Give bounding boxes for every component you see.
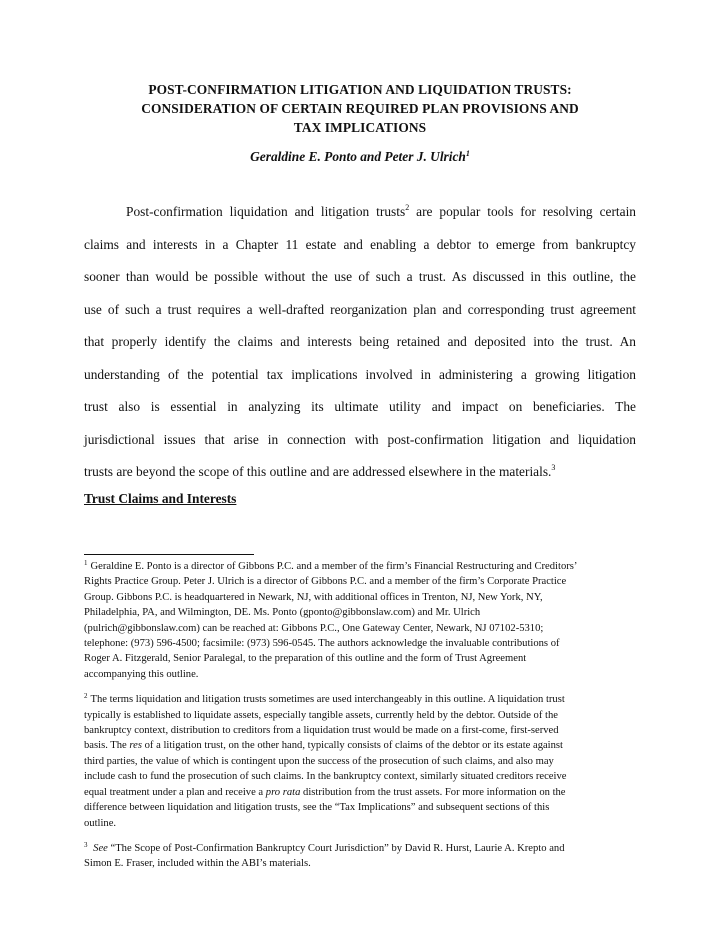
footnote-line — [84, 841, 636, 856]
footnote-line: difference between liquidation and litigation trusts, see the “Tax Implications” and subsequent sections of this — [84, 802, 550, 814]
paragraph-text: Post-confirmation liquidation and litigation trusts — [126, 204, 406, 219]
footnote-text: The terms liquidation and litigation trusts sometimes are used interchangeably in this outline. A liquidation trust — [90, 694, 565, 706]
document-title — [84, 80, 636, 137]
paragraph-line-5: that properly identify the claims and interests being retained and deposited into the trust. An — [84, 334, 636, 349]
paragraph-text: trusts are beyond the scope of this outline and are addressed elsewhere in the materials. — [84, 464, 552, 479]
title-line-3: TAX IMPLICATIONS — [293, 120, 427, 135]
footnote-line: telephone: (973) 596-4500; facsimile: (973) 596-0545. The authors acknowledge the invaluable contributions of — [84, 638, 560, 650]
footnote-text: basis. The — [84, 740, 130, 752]
footnote-1 — [84, 559, 636, 682]
footnote-mark: 2 — [84, 692, 88, 701]
footnote-3 — [84, 841, 636, 872]
footnote-text: equal treatment under a plan and receive a — [84, 786, 266, 798]
footnote-divider — [84, 554, 254, 555]
footnote-text: “The Scope of Post-Confirmation Bankruptcy Court Jurisdiction” by David R. Hurst, Laurie A. Krepto and — [107, 842, 565, 854]
footnote-italic: res — [129, 740, 142, 752]
footnote-line — [84, 738, 636, 753]
footnote-line: Roger A. Fitzgerald, Senior Paralegal, to the preparation of this outline and the form of Trust Agreement — [84, 653, 527, 665]
footnote-italic: See — [93, 842, 108, 854]
footnote-line: Philadelphia, PA, and Wilmington, DE. Ms. Ponto (gponto@gibbonslaw.com) and Mr. Ulrich — [84, 607, 481, 619]
title-line-2: CONSIDERATION OF CERTAIN REQUIRED PLAN PROVISIONS AND — [141, 101, 579, 116]
paragraph-line-3: sooner than would be possible without the use of such a trust. As discussed in this outline, the — [84, 269, 636, 284]
author-footnote-mark[interactable]: 1 — [465, 149, 470, 158]
section-heading: Trust Claims and Interests — [84, 491, 237, 506]
footnote-line: Rights Practice Group. Peter J. Ulrich is a director of Gibbons P.C. and a member of the firm’s Corporate Practice — [84, 576, 567, 588]
author-line — [84, 148, 636, 166]
footnote-line: Simon E. Fraser, included within the ABI’s materials. — [84, 858, 311, 870]
footnote-text: Geraldine E. Ponto is a director of Gibbons P.C. and a member of the firm’s Financial Restructuring and Creditors’ — [90, 561, 578, 572]
paragraph-line-2: claims and interests in a Chapter 11 estate and enabling a debtor to emerge from bankruptcy — [84, 236, 636, 252]
footnote-line: bankruptcy context, distribution to creditors from a liquidation trust would be made on a first-come, first-served — [84, 725, 559, 737]
footnote-line — [84, 785, 636, 800]
footnote-line: include cash to fund the prosecution of such claims. In the bankruptcy context, similarly situated creditors receive — [84, 771, 567, 783]
author-names: Geraldine E. Ponto and Peter J. Ulrich — [250, 149, 466, 164]
paragraph-line-8: jurisdictional issues that arise in connection with post-confirmation litigation and liquidation — [84, 431, 636, 447]
footnote-text: distribution from the trust assets. For more information on the — [300, 786, 566, 798]
footnotes — [84, 559, 636, 882]
footnote-mark: 1 — [84, 559, 88, 567]
title-line-1: POST-CONFIRMATION LITIGATION AND LIQUIDATION TRUSTS: — [148, 82, 572, 97]
intro-paragraph — [84, 196, 636, 489]
footnote-ref-3[interactable]: 3 — [551, 463, 556, 472]
paragraph-line-1 — [84, 196, 636, 229]
footnote-line: third parties, the value of which is contingent upon the success of the prosecution of such claims, and also may — [84, 755, 554, 767]
footnote-2 — [84, 692, 636, 831]
footnote-ref-2[interactable]: 2 — [405, 203, 410, 212]
paragraph-text: are popular tools for resolving certain — [409, 204, 636, 219]
paragraph-line-7: trust also is essential in analyzing its ultimate utility and impact on beneficiaries. The — [84, 399, 636, 414]
footnote-line — [84, 692, 636, 707]
paragraph-line-6: understanding of the potential tax implications involved in administering a growing litigation — [84, 366, 636, 382]
paragraph-line-9 — [84, 456, 636, 489]
footnote-line: accompanying this outline. — [84, 668, 199, 680]
footnote-line: typically is established to liquidate assets, especially tangible assets, currently held by the debtor. Outside of the — [84, 709, 558, 721]
footnote-mark: 3 — [84, 840, 88, 849]
footnote-text: of a litigation trust, on the other hand, typically consists of claims of the debtor or its estate against — [141, 740, 563, 752]
footnote-line: (pulrich@gibbonslaw.com) can be reached at: Gibbons P.C., One Gateway Center, Newark, NJ 07102-5310; — [84, 622, 544, 634]
footnote-line: outline. — [84, 817, 117, 829]
footnote-line: Group. Gibbons P.C. is headquartered in Newark, NJ, with additional offices in Trenton, NJ, New York, NY, — [84, 591, 543, 603]
footnote-line — [84, 559, 636, 574]
paragraph-line-4: use of such a trust requires a well-drafted reorganization plan and corresponding trust agreement — [84, 301, 636, 317]
footnote-italic: pro rata — [265, 786, 301, 798]
